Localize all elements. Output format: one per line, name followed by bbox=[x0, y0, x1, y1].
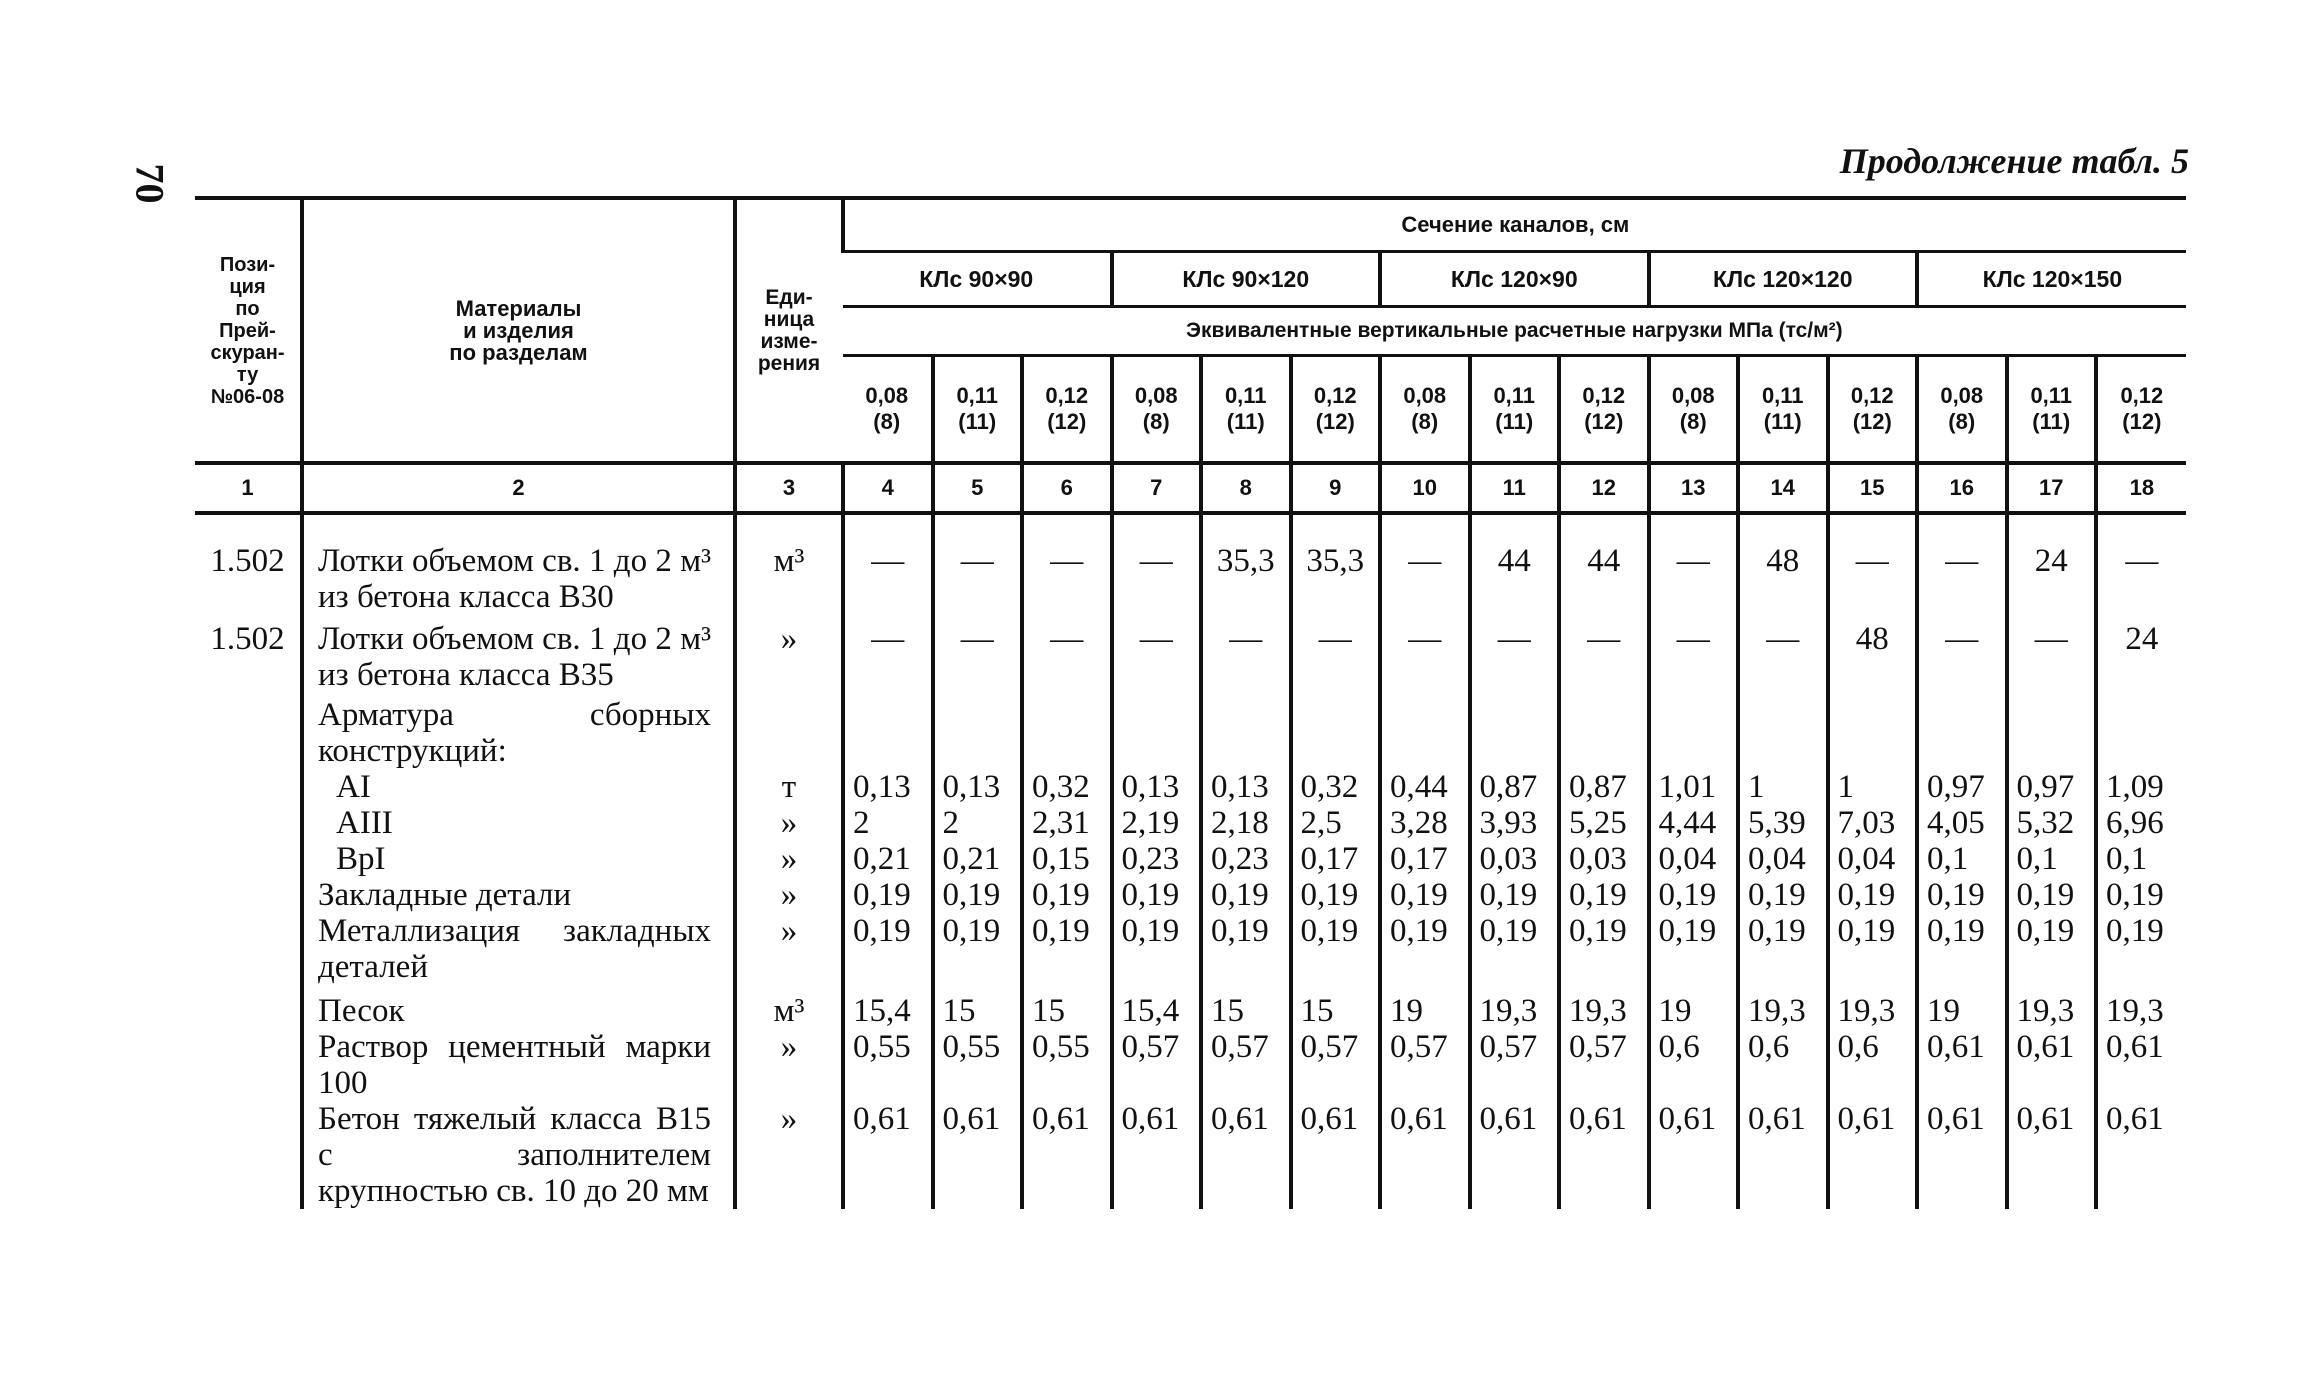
row-value: 0,57 bbox=[1380, 1029, 1470, 1101]
row-value: — bbox=[1649, 541, 1739, 619]
row-value: 0,61 bbox=[2096, 1101, 2186, 1209]
header-channel: КЛс 90×90 bbox=[843, 252, 1112, 307]
header-column-number: 16 bbox=[1917, 463, 2007, 513]
row-unit: » bbox=[735, 619, 843, 697]
row-value: 7,03 bbox=[1828, 805, 1918, 841]
row-position bbox=[195, 913, 302, 985]
row-value: 0,19 bbox=[1649, 877, 1739, 913]
row-value: 0,19 bbox=[1738, 913, 1828, 985]
row-position bbox=[195, 1029, 302, 1101]
header-column-number: 5 bbox=[933, 463, 1023, 513]
row-material: ВрI bbox=[302, 841, 735, 877]
row-value: 3,93 bbox=[1470, 805, 1560, 841]
row-value: 2 bbox=[933, 805, 1023, 841]
row-value: 0,19 bbox=[1470, 913, 1560, 985]
row-value: 0,19 bbox=[1112, 877, 1202, 913]
row-value: — bbox=[1380, 619, 1470, 697]
header-load-title: Эквивалентные вертикальные расчетные нагрузки МПа (тс/м²) bbox=[843, 307, 2186, 356]
row-value: 19,3 bbox=[2007, 985, 2097, 1029]
row-value: 0,61 bbox=[1559, 1101, 1649, 1209]
row-value: 0,61 bbox=[1112, 1101, 1202, 1209]
spacer-cell bbox=[1559, 513, 1649, 541]
row-value: 0,19 bbox=[1380, 913, 1470, 985]
row-value: — bbox=[1022, 541, 1112, 619]
row-value: — bbox=[1649, 619, 1739, 697]
header-load-value: 0,11 (11) bbox=[933, 356, 1023, 464]
row-value: 1 bbox=[1738, 769, 1828, 805]
header-column-number: 6 bbox=[1022, 463, 1112, 513]
row-value: 0,87 bbox=[1470, 769, 1560, 805]
header-load-value: 0,08 (8) bbox=[1112, 356, 1202, 464]
row-value: 0,19 bbox=[1380, 877, 1470, 913]
row-value: 0,61 bbox=[843, 1101, 933, 1209]
row-value: 0,6 bbox=[1738, 1029, 1828, 1101]
spacer-cell bbox=[1201, 513, 1291, 541]
row-position: 1.502 bbox=[210, 543, 285, 579]
header-channel: КЛс 90×120 bbox=[1112, 252, 1381, 307]
spacer-cell bbox=[1470, 513, 1560, 541]
row-value: 35,3 bbox=[1201, 541, 1291, 619]
row-value: 0,19 bbox=[1291, 877, 1381, 913]
row-value: 0,19 bbox=[1291, 913, 1381, 985]
header-unit: Еди- ница изме- рения bbox=[735, 198, 843, 463]
row-value: 0,19 bbox=[1738, 877, 1828, 913]
row-value: — bbox=[1828, 541, 1918, 619]
row-value: 0,61 bbox=[1470, 1101, 1560, 1209]
row-value: 0,57 bbox=[1112, 1029, 1202, 1101]
header-load-value: 0,12 (12) bbox=[2096, 356, 2186, 464]
row-value: 5,39 bbox=[1738, 805, 1828, 841]
row-value: 0,19 bbox=[1470, 877, 1560, 913]
table-row bbox=[195, 985, 2186, 1029]
table-row bbox=[195, 877, 2186, 913]
row-value: 0,19 bbox=[1828, 877, 1918, 913]
row-value: 0,13 bbox=[843, 769, 933, 805]
spacer-cell bbox=[1649, 513, 1739, 541]
row-value: 0,19 bbox=[2096, 913, 2186, 985]
row-value: 0,1 bbox=[1917, 841, 2007, 877]
row-value: 0,21 bbox=[843, 841, 933, 877]
row-value: 19,3 bbox=[1559, 985, 1649, 1029]
spacer-cell bbox=[843, 513, 933, 541]
header-materials: Материалы и изделия по разделам bbox=[302, 198, 735, 463]
row-value bbox=[1112, 697, 1202, 769]
table-continuation-title: Продолжение табл. 5 bbox=[1839, 141, 2189, 181]
row-value: 1,09 bbox=[2096, 769, 2186, 805]
row-value: 19 bbox=[1917, 985, 2007, 1029]
row-value: — bbox=[2007, 619, 2097, 697]
row-value: 15,4 bbox=[843, 985, 933, 1029]
row-value: 6,96 bbox=[2096, 805, 2186, 841]
row-value bbox=[1380, 697, 1470, 769]
header-column-number: 9 bbox=[1291, 463, 1381, 513]
table-row bbox=[195, 697, 2186, 769]
row-value: 48 bbox=[1828, 619, 1918, 697]
row-value: 0,32 bbox=[1291, 769, 1381, 805]
row-value: 0,1 bbox=[2007, 841, 2097, 877]
row-value: 1 bbox=[1828, 769, 1918, 805]
row-value: — bbox=[1201, 619, 1291, 697]
row-value: 19,3 bbox=[1470, 985, 1560, 1029]
row-value: 0,13 bbox=[933, 769, 1023, 805]
row-value: 0,61 bbox=[1022, 1101, 1112, 1209]
row-position bbox=[195, 985, 302, 1029]
row-unit: м³ bbox=[735, 985, 843, 1029]
row-value: 0,61 bbox=[1738, 1101, 1828, 1209]
row-value: 0,57 bbox=[1201, 1029, 1291, 1101]
row-value: — bbox=[2096, 541, 2186, 619]
spacer-cell bbox=[1112, 513, 1202, 541]
row-value: 15 bbox=[1201, 985, 1291, 1029]
row-value: 0,61 bbox=[1828, 1101, 1918, 1209]
table-row bbox=[195, 769, 2186, 805]
row-value: — bbox=[843, 541, 933, 619]
row-value: 0,19 bbox=[1201, 913, 1291, 985]
row-position bbox=[195, 805, 302, 841]
row-value: 1,01 bbox=[1649, 769, 1739, 805]
spacer-cell bbox=[302, 513, 735, 541]
header-load-value: 0,08 (8) bbox=[1917, 356, 2007, 464]
header-column-number: 3 bbox=[735, 463, 843, 513]
row-value: 15 bbox=[1022, 985, 1112, 1029]
header-section-title: Сечение каналов, см bbox=[843, 198, 2186, 252]
header-load-value: 0,08 (8) bbox=[843, 356, 933, 464]
row-unit: т bbox=[735, 769, 843, 805]
row-value: 0,97 bbox=[1917, 769, 2007, 805]
row-material: Закладные детали bbox=[302, 877, 735, 913]
header-column-number: 7 bbox=[1112, 463, 1202, 513]
row-value: 0,57 bbox=[1470, 1029, 1560, 1101]
spacer-cell bbox=[735, 513, 843, 541]
row-value: 0,57 bbox=[1291, 1029, 1381, 1101]
row-material: Лотки объемом св. 1 до 2 м³ из бетона класса В30 bbox=[302, 541, 735, 619]
row-material: Арматура сборных конструкций: bbox=[302, 697, 735, 769]
header-column-number: 15 bbox=[1828, 463, 1918, 513]
row-unit: м³ bbox=[735, 541, 843, 619]
row-value: 2,19 bbox=[1112, 805, 1202, 841]
header-load-value: 0,12 (12) bbox=[1559, 356, 1649, 464]
row-value: 0,19 bbox=[1649, 913, 1739, 985]
row-value: 0,97 bbox=[2007, 769, 2097, 805]
row-value: 3,28 bbox=[1380, 805, 1470, 841]
header-load-value: 0,12 (12) bbox=[1828, 356, 1918, 464]
row-value: 0,19 bbox=[1559, 913, 1649, 985]
spacer-cell bbox=[933, 513, 1023, 541]
table-row bbox=[195, 1029, 2186, 1101]
row-value: 0,44 bbox=[1380, 769, 1470, 805]
row-value: 15,4 bbox=[1112, 985, 1202, 1029]
row-value: 0,55 bbox=[1022, 1029, 1112, 1101]
table-row bbox=[195, 541, 2186, 619]
header-load-value: 0,12 (12) bbox=[1291, 356, 1381, 464]
row-value: 0,15 bbox=[1022, 841, 1112, 877]
row-position bbox=[195, 841, 302, 877]
row-unit: » bbox=[735, 913, 843, 985]
row-value: — bbox=[1738, 619, 1828, 697]
row-value: 0,03 bbox=[1470, 841, 1560, 877]
row-value: 0,13 bbox=[1112, 769, 1202, 805]
spacer-cell bbox=[1291, 513, 1381, 541]
row-value: 2 bbox=[843, 805, 933, 841]
row-value bbox=[1828, 697, 1918, 769]
header-load-value: 0,12 (12) bbox=[1022, 356, 1112, 464]
table-row bbox=[195, 619, 2186, 697]
row-value bbox=[2007, 697, 2097, 769]
row-value: — bbox=[1917, 541, 2007, 619]
row-value: 4,44 bbox=[1649, 805, 1739, 841]
header-load-value: 0,08 (8) bbox=[1380, 356, 1470, 464]
row-value: 0,19 bbox=[2096, 877, 2186, 913]
row-material: Раствор цементный марки 100 bbox=[302, 1029, 735, 1101]
row-value: 0,6 bbox=[1649, 1029, 1739, 1101]
row-material: Бетон тяжелый класса В15 с заполнителем крупностью св. 10 до 20 мм bbox=[302, 1101, 735, 1209]
row-position bbox=[195, 877, 302, 913]
row-value: 0,57 bbox=[1559, 1029, 1649, 1101]
header-column-number: 11 bbox=[1470, 463, 1560, 513]
row-value: 19,3 bbox=[1828, 985, 1918, 1029]
row-value: 0,19 bbox=[1022, 877, 1112, 913]
row-value bbox=[1649, 697, 1739, 769]
row-value: 5,25 bbox=[1559, 805, 1649, 841]
row-value: 15 bbox=[933, 985, 1023, 1029]
row-value: — bbox=[843, 619, 933, 697]
spacer-cell bbox=[2007, 513, 2097, 541]
row-value: 19 bbox=[1649, 985, 1739, 1029]
spacer-cell bbox=[2096, 513, 2186, 541]
row-unit: » bbox=[735, 841, 843, 877]
row-value: 0,19 bbox=[1112, 913, 1202, 985]
header-column-number: 13 bbox=[1649, 463, 1739, 513]
header-column-number: 14 bbox=[1738, 463, 1828, 513]
row-material: Лотки объемом св. 1 до 2 м³ из бетона класса В35 bbox=[302, 619, 735, 697]
row-value: 0,19 bbox=[1917, 877, 2007, 913]
row-value: 0,23 bbox=[1112, 841, 1202, 877]
header-column-number: 1 bbox=[195, 463, 302, 513]
header-channel: КЛс 120×90 bbox=[1380, 252, 1649, 307]
row-value: 0,04 bbox=[1828, 841, 1918, 877]
row-position: 1.502 bbox=[210, 621, 285, 657]
row-value: — bbox=[1559, 619, 1649, 697]
header-column-number: 4 bbox=[843, 463, 933, 513]
row-value: 0,21 bbox=[933, 841, 1023, 877]
row-unit: » bbox=[735, 805, 843, 841]
row-value: 0,17 bbox=[1380, 841, 1470, 877]
row-value bbox=[933, 697, 1023, 769]
row-value bbox=[1917, 697, 2007, 769]
header-column-number: 10 bbox=[1380, 463, 1470, 513]
row-unit: » bbox=[735, 877, 843, 913]
row-value: 0,13 bbox=[1201, 769, 1291, 805]
row-value bbox=[1022, 697, 1112, 769]
row-value: — bbox=[1917, 619, 2007, 697]
header-column-number: 2 bbox=[302, 463, 735, 513]
row-value: 0,1 bbox=[2096, 841, 2186, 877]
row-value: 0,61 bbox=[1917, 1029, 2007, 1101]
header-column-number: 12 bbox=[1559, 463, 1649, 513]
spacer-cell bbox=[1828, 513, 1918, 541]
spacer-cell bbox=[1022, 513, 1112, 541]
row-value: 19,3 bbox=[1738, 985, 1828, 1029]
row-value bbox=[1291, 697, 1381, 769]
row-value: 24 bbox=[2096, 619, 2186, 697]
row-material: Песок bbox=[302, 985, 735, 1029]
row-value: 0,19 bbox=[933, 877, 1023, 913]
row-value: 0,61 bbox=[2007, 1101, 2097, 1209]
row-value: 0,19 bbox=[1917, 913, 2007, 985]
header-column-number: 8 bbox=[1201, 463, 1291, 513]
row-value bbox=[1559, 697, 1649, 769]
row-value bbox=[843, 697, 933, 769]
row-value: 4,05 bbox=[1917, 805, 2007, 841]
row-value: 0,32 bbox=[1022, 769, 1112, 805]
row-value: 0,19 bbox=[2007, 913, 2097, 985]
row-value: 35,3 bbox=[1291, 541, 1381, 619]
row-value: 2,31 bbox=[1022, 805, 1112, 841]
row-value bbox=[2096, 697, 2186, 769]
header-load-value: 0,11 (11) bbox=[2007, 356, 2097, 464]
header-load-value: 0,11 (11) bbox=[1738, 356, 1828, 464]
table-row bbox=[195, 841, 2186, 877]
row-value: 48 bbox=[1738, 541, 1828, 619]
row-value: 0,04 bbox=[1738, 841, 1828, 877]
row-value: 0,61 bbox=[1291, 1101, 1381, 1209]
row-value: — bbox=[1022, 619, 1112, 697]
row-position bbox=[195, 769, 302, 805]
row-value: 0,6 bbox=[1828, 1029, 1918, 1101]
table-row bbox=[195, 805, 2186, 841]
row-material: АI bbox=[302, 769, 735, 805]
row-value: 0,61 bbox=[1380, 1101, 1470, 1209]
row-unit bbox=[735, 697, 843, 769]
row-value: 15 bbox=[1291, 985, 1381, 1029]
row-value: 0,19 bbox=[1559, 877, 1649, 913]
row-value: 2,18 bbox=[1201, 805, 1291, 841]
row-value: 5,32 bbox=[2007, 805, 2097, 841]
row-value: 0,87 bbox=[1559, 769, 1649, 805]
row-value: 0,19 bbox=[1022, 913, 1112, 985]
spacer-cell bbox=[1917, 513, 2007, 541]
header-load-value: 0,11 (11) bbox=[1201, 356, 1291, 464]
row-value bbox=[1201, 697, 1291, 769]
header-position: Пози- ция по Прей- скуран- ту №06-08 bbox=[195, 198, 302, 463]
row-value: — bbox=[933, 541, 1023, 619]
row-value: — bbox=[1112, 541, 1202, 619]
row-value: 44 bbox=[1559, 541, 1649, 619]
spacer-cell bbox=[195, 513, 302, 541]
row-value: 19 bbox=[1380, 985, 1470, 1029]
spacer-cell bbox=[1380, 513, 1470, 541]
header-load-value: 0,08 (8) bbox=[1649, 356, 1739, 464]
row-value: — bbox=[1470, 619, 1560, 697]
row-value: 0,61 bbox=[1917, 1101, 2007, 1209]
materials-table bbox=[195, 196, 2185, 1209]
row-value: 0,61 bbox=[933, 1101, 1023, 1209]
row-value: — bbox=[1112, 619, 1202, 697]
row-value: — bbox=[1380, 541, 1470, 619]
row-value: 0,19 bbox=[843, 913, 933, 985]
row-value bbox=[1738, 697, 1828, 769]
row-value: 19,3 bbox=[2096, 985, 2186, 1029]
table-row bbox=[195, 913, 2186, 985]
row-value: — bbox=[1291, 619, 1381, 697]
page-number: 70 bbox=[127, 163, 173, 204]
row-value: 0,61 bbox=[2096, 1029, 2186, 1101]
table-row bbox=[195, 1101, 2186, 1209]
row-unit: » bbox=[735, 1101, 843, 1209]
row-value: 24 bbox=[2007, 541, 2097, 619]
row-value bbox=[1470, 697, 1560, 769]
row-value: 0,04 bbox=[1649, 841, 1739, 877]
row-value: 0,17 bbox=[1291, 841, 1381, 877]
header-channel: КЛс 120×150 bbox=[1917, 252, 2186, 307]
row-value: 0,23 bbox=[1201, 841, 1291, 877]
row-value: 0,61 bbox=[1649, 1101, 1739, 1209]
row-value: 0,19 bbox=[933, 913, 1023, 985]
row-value: 0,19 bbox=[843, 877, 933, 913]
row-material: АIII bbox=[302, 805, 735, 841]
header-channel: КЛс 120×120 bbox=[1649, 252, 1918, 307]
row-value: 44 bbox=[1470, 541, 1560, 619]
header-column-number: 17 bbox=[2007, 463, 2097, 513]
row-value: 0,61 bbox=[1201, 1101, 1291, 1209]
row-position bbox=[195, 697, 302, 769]
row-value: 0,19 bbox=[2007, 877, 2097, 913]
row-value: 0,61 bbox=[2007, 1029, 2097, 1101]
row-position bbox=[195, 1101, 302, 1209]
row-material: Металлизация закладных деталей bbox=[302, 913, 735, 985]
row-value: 0,03 bbox=[1559, 841, 1649, 877]
row-value: — bbox=[933, 619, 1023, 697]
row-value: 0,19 bbox=[1201, 877, 1291, 913]
header-column-number: 18 bbox=[2096, 463, 2186, 513]
row-value: 2,5 bbox=[1291, 805, 1381, 841]
row-value: 0,55 bbox=[843, 1029, 933, 1101]
header-load-value: 0,11 (11) bbox=[1470, 356, 1560, 464]
row-unit: » bbox=[735, 1029, 843, 1101]
row-value: 0,55 bbox=[933, 1029, 1023, 1101]
row-value: 0,19 bbox=[1828, 913, 1918, 985]
spacer-cell bbox=[1738, 513, 1828, 541]
